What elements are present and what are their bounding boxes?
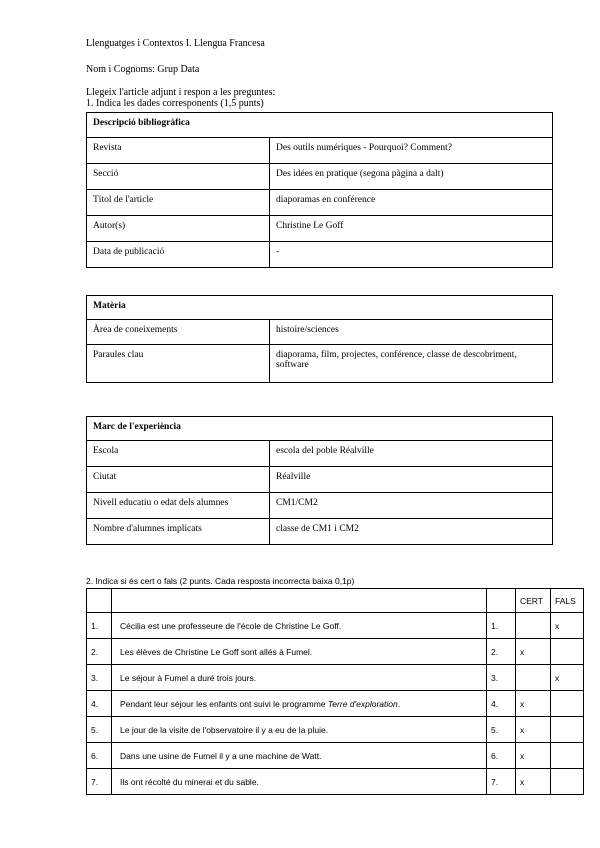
table-row [87,519,553,545]
materia-value: diaporama, film, projectes, conférence, classe de descobriment, software [270,345,553,383]
marc-value: CM1/CM2 [270,493,553,519]
materia-label: Paraules clau [87,345,270,383]
table-row [87,769,584,795]
table-row [87,138,553,164]
fals-mark[interactable] [551,717,584,743]
row-number: 2. [487,639,516,665]
statement: Ils ont récolté du minerai et du sable. [112,769,487,795]
table-row [87,164,553,190]
table-row [87,717,584,743]
statement: Cécilia est une professeure de l'école de Christine Le Goff. [112,613,487,639]
fals-mark[interactable] [551,691,584,717]
marc-value: Réalville [270,467,553,493]
row-number: 7. [487,769,516,795]
row-number: 1. [87,613,112,639]
statement-italic: Terre d'exploration [327,698,398,709]
cert-mark[interactable]: x [516,639,551,665]
statement [112,691,487,717]
biblio-value: - [270,242,553,268]
biblio-value: Des idées en pratique (segona pàgina a dalt) [270,164,553,190]
table-row [87,665,584,691]
marc-value: escola del poble Réalville [270,441,553,467]
biblio-value: Des outils numériques - Pourquoi? Comment? [270,138,553,164]
row-number: 1. [487,613,516,639]
table-row [87,743,584,769]
table-row [87,691,584,717]
fals-mark[interactable] [551,639,584,665]
fals-header: FALS [551,589,584,613]
marc-label: Nivell educatiu o edat dels alumnes [87,493,270,519]
biblio-value: diaporamas en conférence [270,190,553,216]
cert-mark[interactable] [516,613,551,639]
statement: Les élèves de Christine Le Goff sont allés à Fumel. [112,639,487,665]
cert-mark[interactable]: x [516,743,551,769]
statement: Le jour de la visite de l'observatoire il y a eu de la pluie. [112,717,487,743]
materia-value: histoire/sciences [270,320,553,345]
table-row [87,493,553,519]
marc-heading: Marc de l'experiència [87,417,553,441]
cert-header: CERT [516,589,551,613]
biblio-heading: Descripció bibliogràfica [87,113,553,138]
row-number: 7. [87,769,112,795]
question-1-title: 1. Indica les dades corresponents (1,5 punts) [86,98,264,109]
fals-mark[interactable] [551,769,584,795]
course-title: Llenguatges i Contextos I. Llengua Francesa [86,38,265,49]
biblio-label: Autor(s) [87,216,270,242]
biblio-label: Títol de l'article [87,190,270,216]
true-false-table [86,588,584,795]
row-number: 6. [87,743,112,769]
materia-label: Àrea de coneixements [87,320,270,345]
row-number: 6. [487,743,516,769]
marc-label: Ciutat [87,467,270,493]
biblio-label: Data de publicació [87,242,270,268]
question-2-title: 2. Indica si és cert o fals (2 punts. Cada resposta incorrecta baixa 0,1p) [86,576,355,586]
biblio-value: Christine Le Goff [270,216,553,242]
row-number: 5. [487,717,516,743]
materia-table [86,295,553,383]
row-number: 5. [87,717,112,743]
biblio-table [86,112,553,268]
table-row [87,639,584,665]
instruction-text: Llegeix l'article adjunt i respon a les preguntes: [86,87,276,98]
biblio-label: Secció [87,164,270,190]
table-row [87,613,584,639]
table-row [87,216,553,242]
table-row [87,345,553,383]
row-number: 2. [87,639,112,665]
cert-mark[interactable]: x [516,769,551,795]
row-number: 3. [87,665,112,691]
statement-end: . [397,698,401,709]
biblio-label: Revista [87,138,270,164]
marc-value: classe de CM1 i CM2 [270,519,553,545]
cert-mark[interactable]: x [516,691,551,717]
row-number: 3. [487,665,516,691]
table-row [87,190,553,216]
row-number: 4. [487,691,516,717]
cert-mark[interactable] [516,665,551,691]
table-row [87,320,553,345]
statement: Dans une usine de Fumel il y a une machine de Watt. [112,743,487,769]
fals-mark[interactable]: x [551,613,584,639]
fals-mark[interactable] [551,743,584,769]
marc-label: Nombre d'alumnes implicats [87,519,270,545]
row-number: 4. [87,691,112,717]
statement: Le séjour à Fumel a duré trois jours. [112,665,487,691]
statement-text: Pendant leur séjour les enfants ont suivi le programme [120,698,328,709]
materia-heading: Matèria [87,296,553,320]
table-row [87,242,553,268]
cert-mark[interactable]: x [516,717,551,743]
student-name-line: Nom i Cognoms: Grup Data [86,64,200,75]
table-row [87,467,553,493]
fals-mark[interactable]: x [551,665,584,691]
table-row [87,441,553,467]
marc-label: Escola [87,441,270,467]
marc-table [86,416,553,545]
